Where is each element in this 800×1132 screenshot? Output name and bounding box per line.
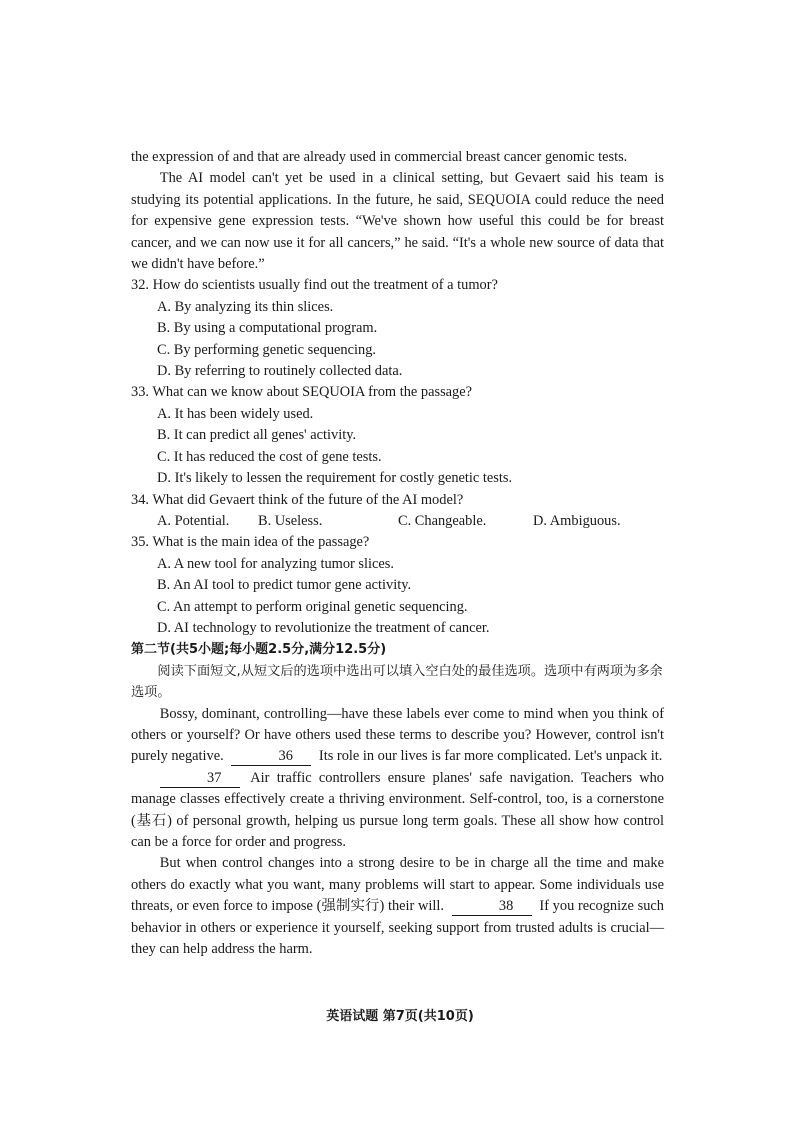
question-stem: 33. What can we know about SEQUOIA from the passage? (131, 384, 473, 401)
passage-paragraph: The AI model can't yet be used in a clinical setting, but Gevaert said his team is studying its potential applications. In the future, he said, SEQUOIA could reduce the need for expensive gene expression tests. “We've shown how useful this could be for breast cancer, and we can now use it for all cancers,” he said. “It's a whole new source of data that we didn't have before.” (131, 170, 664, 273)
question-stem: 35. What is the main idea of the passage? (131, 534, 370, 551)
blank-38: 38 (452, 898, 532, 916)
question-stem: 32. How do scientists usually find out the treatment of a tumor? (131, 277, 498, 294)
option: B. An AI tool to predict tumor gene activity. (157, 577, 412, 594)
option: B. Useless. (258, 512, 323, 529)
document-page (131, 147, 664, 960)
option: A. A new tool for analyzing tumor slices. (157, 555, 395, 572)
passage-text: Air traffic controllers ensure planes' safe navigation. Teachers who manage classes effectively create a thriving environment. Self-control, too, is a cornerstone (基石) of personal growth, helping us pursue long term goals. These all show how control can be a force for order and progress. (131, 769, 664, 850)
blank-37: 37 (160, 770, 240, 788)
option: D. Ambiguous. (533, 512, 621, 529)
passage-paragraph (131, 853, 664, 960)
passage-text: But when control changes into a strong desire to be in charge all the time and make others do exactly what you want, many problems will start to appear. Some individuals use threats, or even force to impose (强制实行) their will. (131, 855, 664, 915)
option: D. AI technology to revolutionize the treatment of cancer. (157, 619, 490, 636)
page-footer: 英语试题 第7页(共10页) (326, 1009, 474, 1024)
option-row (131, 511, 664, 532)
blank-36: 36 (231, 748, 311, 766)
passage-text: Bossy, dominant, controlling—have these labels ever come to mind when you think of others or yourself? Or have others used these terms to describe you? However, control isn't purely negative. (131, 705, 664, 765)
section-heading: 第二节(共5小题;每小题2.5分,满分12.5分) (131, 642, 387, 658)
option: B. By using a computational program. (157, 320, 378, 337)
option: A. It has been widely used. (157, 405, 314, 422)
passage-paragraph (131, 768, 664, 854)
option: D. It's likely to lessen the requirement for costly genetic tests. (157, 470, 513, 487)
option: A. By analyzing its thin slices. (157, 298, 334, 315)
option: C. It has reduced the cost of gene tests. (157, 448, 382, 465)
option: C. Changeable. (398, 512, 487, 529)
passage-paragraph: the expression of and that are already used in commercial breast cancer genomic tests. (131, 149, 628, 165)
section-instruction: 阅读下面短文,从短文后的选项中选出可以填入空白处的最佳选项。选项中有两项为多余选项。 (131, 663, 663, 701)
passage-text: If you recognize such behavior in others or experience it yourself, seeking support from trusted adults is crucial—they can help address the harm. (131, 898, 664, 958)
option: B. It can predict all genes' activity. (157, 427, 357, 444)
option: C. By performing genetic sequencing. (157, 341, 377, 358)
passage-text: Its role in our lives is far more complicated. Let's unpack it. (318, 748, 663, 765)
passage-paragraph (131, 704, 664, 768)
option: D. By referring to routinely collected data. (157, 363, 403, 380)
option: C. An attempt to perform original genetic sequencing. (157, 598, 468, 615)
question-stem: 34. What did Gevaert think of the future of the AI model? (131, 491, 464, 508)
option: A. Potential. (157, 512, 230, 529)
